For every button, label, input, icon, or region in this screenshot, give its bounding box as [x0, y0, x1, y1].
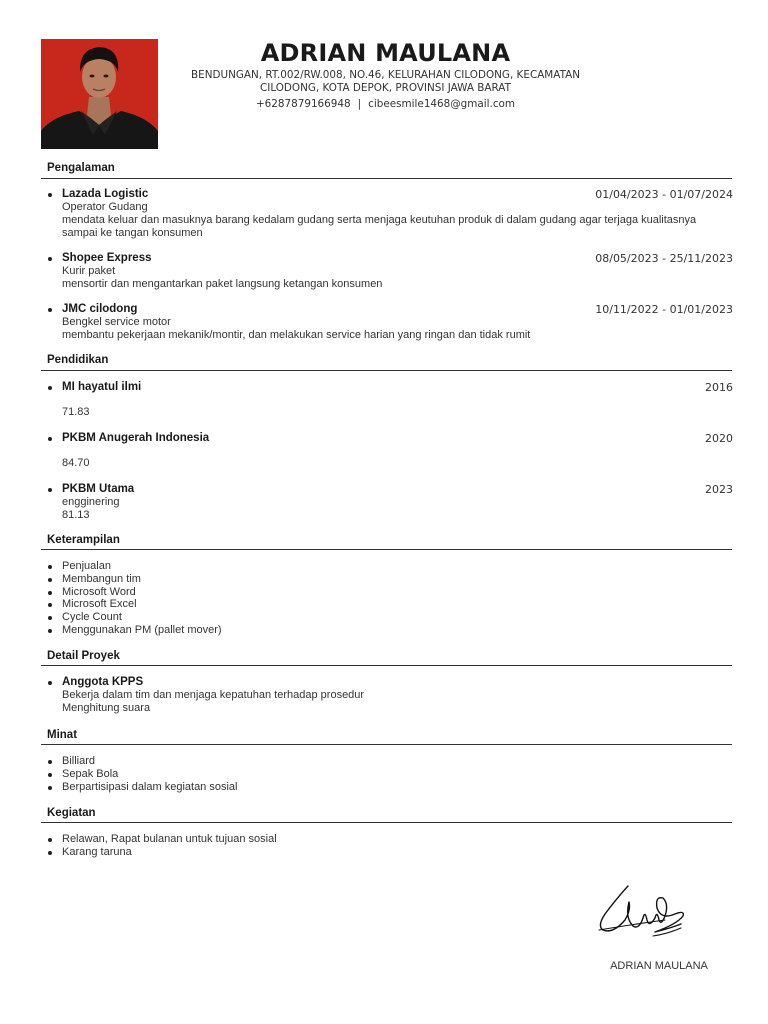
list-item	[47, 846, 727, 859]
experience-item	[47, 303, 733, 342]
skill-label: Menggunakan PM (pallet mover)	[62, 623, 222, 636]
date-range: 01/04/2023 - 01/07/2024	[595, 188, 733, 201]
education-score: 71.83	[62, 406, 90, 418]
section-title-activities: Kegiatan	[47, 807, 96, 819]
bullet	[48, 386, 52, 390]
skill-label: Microsoft Word	[62, 585, 136, 598]
education-item	[47, 432, 733, 470]
bullet	[48, 629, 52, 633]
bullet	[48, 591, 52, 595]
skill-label: Membangun tim	[62, 572, 141, 585]
bullet	[48, 773, 52, 777]
interest-label: Berpartisipasi dalam kegiatan sosial	[62, 780, 238, 793]
bullet	[48, 851, 52, 855]
school-name: MI hayatul ilmi	[62, 381, 142, 393]
profile-photo	[41, 39, 158, 149]
bullet	[48, 578, 52, 582]
list-item	[47, 781, 727, 794]
bullet	[48, 437, 52, 441]
phone-number: +6287879166948	[255, 98, 351, 110]
signature-name: ADRIAN MAULANA	[610, 960, 708, 972]
list-item	[47, 560, 727, 573]
bullet	[48, 616, 52, 620]
school-name: PKBM Utama	[62, 483, 135, 495]
job-role: Operator Gudang	[62, 201, 148, 213]
contact-separator: |	[357, 98, 362, 110]
activities-list	[47, 833, 727, 859]
project-detail: Menghitung suara	[62, 702, 151, 714]
company-name: JMC cilodong	[62, 303, 138, 315]
list-item	[47, 768, 727, 781]
email-address: cibeesmile1468@gmail.com	[368, 98, 516, 110]
section-title-experience: Pengalaman	[47, 162, 115, 174]
activity-label: Relawan, Rapat bulanan untuk tujuan sosial	[62, 833, 277, 845]
interest-label: Billiard	[62, 755, 96, 767]
section-divider	[41, 822, 732, 823]
bullet	[48, 838, 52, 842]
activity-label: Karang taruna	[62, 845, 132, 858]
bullet	[48, 308, 52, 312]
education-score: 81.13	[62, 509, 90, 521]
graduation-year: 2020	[705, 432, 733, 445]
education-score: 84.70	[62, 457, 90, 469]
contact-line	[178, 98, 593, 111]
list-item	[47, 611, 727, 624]
job-description: membantu pekerjaan mekanik/montir, dan melakukan service harian yang ringan dan tidak rumit	[62, 329, 531, 341]
graduation-year: 2016	[705, 381, 733, 394]
list-item	[47, 833, 727, 846]
section-divider	[41, 370, 732, 371]
bullet	[48, 257, 52, 261]
job-description: mensortir dan mengantarkan paket langsung ketangan konsumen	[62, 278, 383, 290]
section-divider	[41, 178, 732, 179]
skills-list	[47, 560, 727, 637]
project-name: Anggota KPPS	[62, 676, 144, 688]
bullet	[48, 488, 52, 492]
date-range: 10/11/2022 - 01/01/2023	[595, 303, 733, 316]
graduation-year: 2023	[705, 483, 733, 496]
school-name: PKBM Anugerah Indonesia	[62, 432, 210, 444]
bullet	[48, 760, 52, 764]
education-item	[47, 381, 733, 419]
bullet	[48, 681, 52, 685]
section-title-interests: Minat	[47, 729, 78, 741]
experience-item	[47, 252, 733, 291]
job-role: Bengkel service motor	[62, 316, 171, 328]
project-detail: Bekerja dalam tim dan menjaga kepatuhan terhadap prosedur	[62, 689, 365, 701]
section-title-projects: Detail Proyek	[47, 650, 120, 662]
bullet	[48, 603, 52, 607]
list-item	[47, 755, 727, 768]
bullet	[48, 193, 52, 197]
skill-label: Cycle Count	[62, 611, 122, 624]
job-description: mendata keluar dan masuknya barang kedalam gudang serta menjaga keutuhan produk di dalam gudang agar terjaga kualitasnya sampai ke tangan konsumen	[62, 214, 697, 239]
company-name: Shopee Express	[62, 252, 152, 264]
interests-list	[47, 755, 727, 793]
bullet	[48, 565, 52, 569]
full-name: ADRIAN MAULANA	[260, 39, 511, 67]
list-item	[47, 573, 727, 586]
section-divider	[41, 665, 732, 666]
company-name: Lazada Logistic	[62, 188, 149, 200]
experience-item	[47, 188, 733, 240]
list-item	[47, 586, 727, 599]
list-item	[47, 624, 727, 637]
section-divider	[41, 744, 732, 745]
section-title-education: Pendidikan	[47, 354, 109, 366]
project-item	[47, 676, 733, 715]
job-role: Kurir paket	[62, 265, 116, 277]
address: BENDUNGAN, RT.002/RW.008, NO.46, KELURAHAN CILODONG, KECAMATAN CILODONG, KOTA DEPOK, PROVINSI JAWA BARAT	[191, 69, 580, 94]
education-item	[47, 483, 733, 522]
skill-label: Penjualan	[62, 560, 111, 572]
date-range: 08/05/2023 - 25/11/2023	[595, 252, 733, 265]
bullet	[48, 786, 52, 790]
section-title-skills: Keterampilan	[47, 534, 120, 546]
resume-header	[178, 38, 593, 111]
list-item	[47, 598, 727, 611]
education-major: engginering	[62, 496, 120, 508]
section-divider	[41, 549, 732, 550]
skill-label: Microsoft Excel	[62, 598, 137, 611]
interest-label: Sepak Bola	[62, 767, 119, 780]
signature-mark	[595, 880, 690, 945]
